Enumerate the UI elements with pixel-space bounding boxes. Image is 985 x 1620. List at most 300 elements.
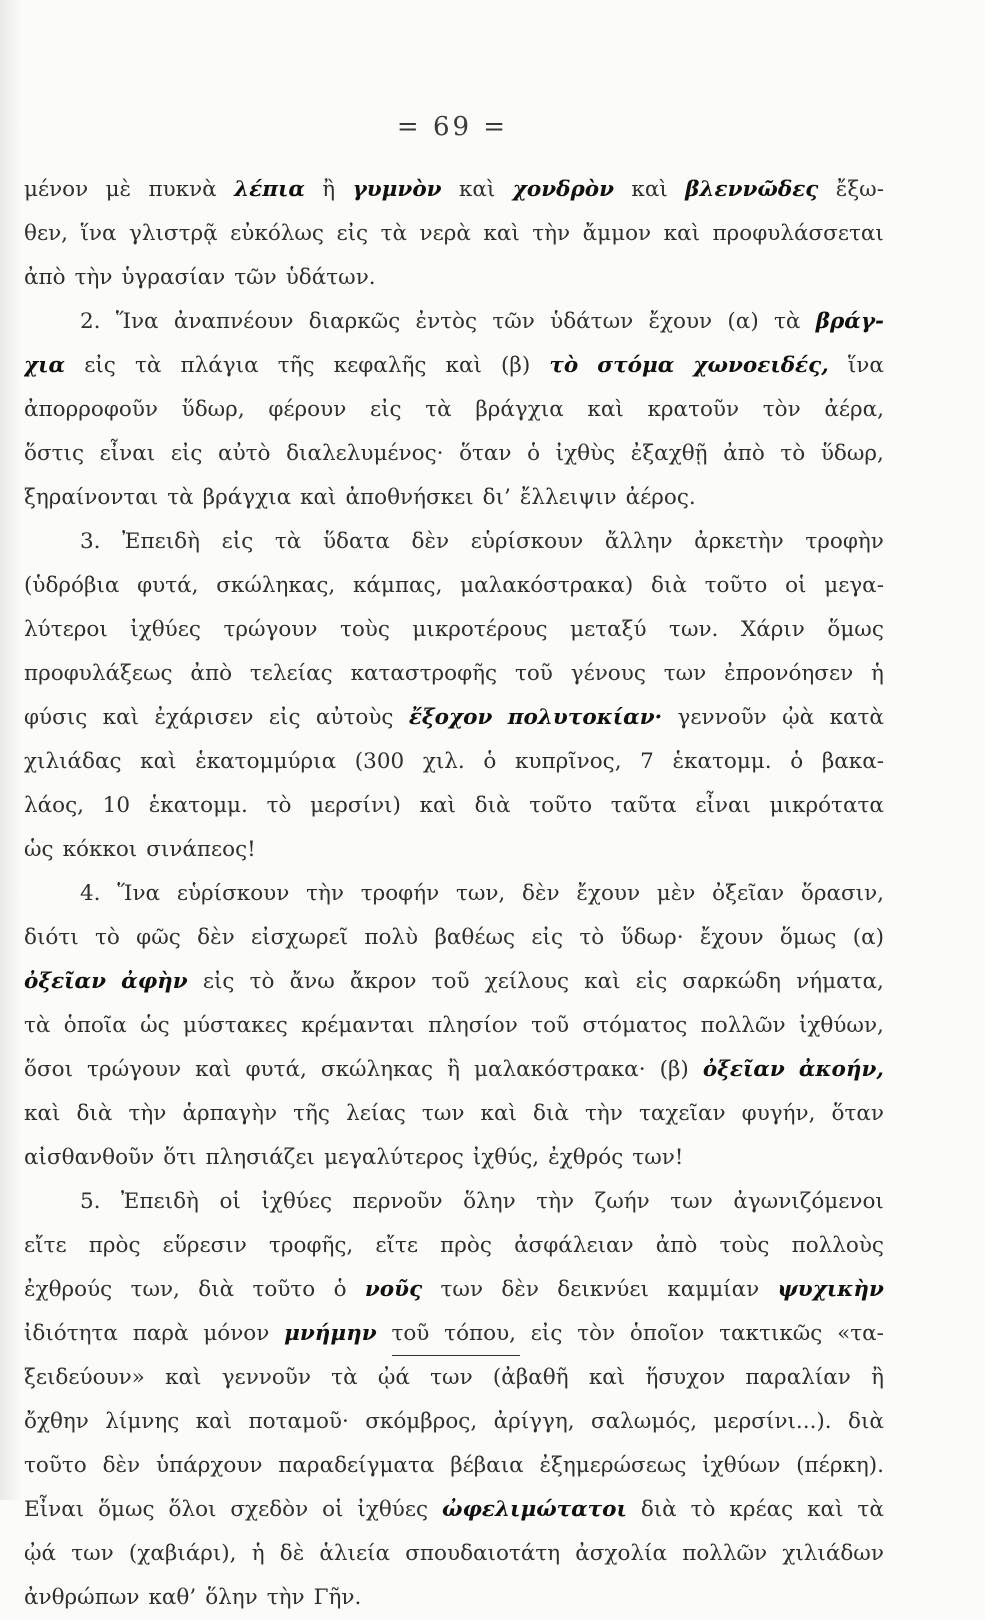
word: σκώληκας — [320, 1057, 434, 1082]
word: τροφῆς, — [268, 1233, 354, 1258]
word: ὅμως — [827, 617, 884, 642]
emphasized-term: ψυχικὴν — [777, 1277, 884, 1302]
word: ὅλοι — [168, 1497, 217, 1522]
word: διὰ — [640, 1497, 677, 1522]
word: ὕδωρ· — [620, 925, 684, 950]
emphasized-term: ἀφὴν — [121, 969, 188, 994]
word: ζωήν — [594, 1189, 650, 1214]
word: ἐχθρός — [548, 1145, 624, 1170]
word: ὑδάτων — [550, 309, 634, 334]
word: κόκκοι — [62, 837, 138, 862]
word: μεγα- — [824, 573, 884, 598]
text-line — [24, 1224, 884, 1268]
word: Ἐπειδὴ — [122, 529, 201, 554]
word: ἵνα — [80, 221, 117, 246]
word: ὅλην — [205, 1585, 258, 1610]
word: ἔχουν — [576, 881, 641, 906]
word: καὶ — [195, 1409, 233, 1434]
word: τῶν — [234, 265, 277, 290]
text-line — [24, 256, 884, 300]
word: ἀπὸ — [190, 661, 233, 686]
emphasized-term: χονδρὸν — [512, 177, 615, 202]
word: ἰχθύες — [261, 1189, 333, 1214]
word: (πέρκη). — [796, 1453, 884, 1478]
word: πλησίον — [428, 1013, 518, 1038]
word: ὡς — [140, 1013, 170, 1038]
word: διὰ — [198, 1277, 235, 1302]
word: ἁρπαγὴν — [182, 1101, 278, 1126]
word: ἐχάρισεν — [154, 705, 254, 730]
word: σκώληκας, — [216, 573, 336, 598]
word: ὡς — [24, 837, 54, 862]
word: εἰς — [221, 529, 254, 554]
word: βράγχια — [475, 397, 564, 422]
word: τὰ — [425, 397, 452, 422]
word: ὕδατα — [322, 529, 390, 554]
word: τοῦτο — [252, 1277, 316, 1302]
word: αὐτοὺς — [315, 705, 394, 730]
word: σπουδαιοτάτη — [405, 1541, 561, 1566]
word: (α) — [727, 309, 759, 334]
word: πρὸς — [88, 1233, 141, 1258]
word: εὐκόλως — [230, 221, 324, 246]
scan-shadow-edge — [0, 0, 22, 1500]
word: κυπρῖνος, — [514, 749, 622, 774]
word: τὴν — [536, 1189, 575, 1214]
emphasized-term: στόμα — [597, 353, 675, 378]
word: ὑδάτων. — [285, 265, 376, 290]
word: φυγήν, — [741, 1101, 816, 1126]
word: ἢ — [322, 177, 336, 202]
word: μερσίνι) — [310, 793, 401, 818]
word: ἰχθύες — [357, 1497, 429, 1522]
word: ἄκρον — [349, 969, 417, 994]
word: εὕρεσιν — [162, 1233, 247, 1258]
emphasized-term: χια — [24, 353, 66, 378]
word: (χαβιάρι), — [128, 1541, 237, 1566]
word: (ὑδρόβια — [24, 573, 120, 598]
word: τὰ — [167, 485, 194, 510]
word: εὑρίσκουν — [470, 529, 584, 554]
word: τοῦτο — [24, 1453, 87, 1478]
word: φυτά, — [137, 573, 199, 598]
word: μικροτέρους — [412, 617, 548, 642]
word: πλησιάζει — [205, 1145, 315, 1170]
word: δὲν — [197, 925, 235, 950]
word: παραλίαν — [745, 1365, 851, 1390]
word: πυκνὰ — [148, 177, 217, 202]
word: ὅμως — [98, 1497, 155, 1522]
word: χιλ. — [422, 749, 465, 774]
word: ἰχθύες — [130, 617, 201, 642]
word: εἰς — [369, 397, 402, 422]
word: εἴτε — [375, 1233, 419, 1258]
word: εἶναι — [695, 793, 751, 818]
word: ἄνω — [289, 969, 335, 994]
word: των. — [669, 617, 719, 642]
word: τῆς — [293, 1101, 330, 1126]
word: εἰσχωρεῖ — [251, 925, 349, 950]
word: ἐχθρούς — [24, 1277, 113, 1302]
text-line — [24, 564, 884, 608]
word: προφυλάσσεται — [712, 221, 884, 246]
word: (ἀβαθῆ — [492, 1365, 569, 1390]
word: μὲ — [105, 177, 132, 202]
word: βαθέως — [434, 925, 516, 950]
emphasized-term: πολυτοκίαν· — [507, 705, 663, 730]
word: ἀπὸ — [24, 265, 66, 290]
emphasized-term: γυμνὸν — [352, 177, 442, 202]
word: Ἐπειδὴ — [121, 1189, 199, 1214]
word: μεγαλύτερος — [323, 1145, 464, 1170]
text-line — [24, 432, 884, 476]
text-line — [24, 1488, 884, 1532]
word: μὲν — [656, 881, 696, 906]
word: μύστακες — [183, 1013, 288, 1038]
word: ὕδωρ, — [820, 441, 884, 466]
word: καὶ — [24, 1101, 61, 1126]
word: πλάγια — [180, 353, 259, 378]
word: ὀξεῖαν — [712, 881, 785, 906]
word: ἁλιεία — [319, 1541, 391, 1566]
word: δὲν — [102, 1453, 141, 1478]
word: 3. — [80, 529, 101, 554]
word: Ἵνα — [115, 309, 159, 334]
word: ὅρασιν, — [800, 881, 884, 906]
word: εἰς — [84, 353, 116, 378]
paragraph-start-line — [24, 300, 884, 344]
word: γεννοῦν — [221, 1365, 311, 1390]
word: τὸ — [94, 925, 120, 950]
word: στόματος — [582, 1013, 688, 1038]
word: ὅσοι — [24, 1057, 73, 1082]
word: καὶ — [445, 353, 482, 378]
word: τὴν — [74, 265, 113, 290]
text-line — [24, 212, 884, 256]
emphasized-term: λέπια — [234, 177, 305, 202]
emphasized-term: μνήμην — [284, 1321, 377, 1346]
word: μαλακόστρακα) — [460, 573, 634, 598]
word: περνοῦν — [352, 1189, 443, 1214]
word: ὅστις — [24, 441, 84, 466]
word: ὕδωρ, — [181, 397, 245, 422]
word: 10 — [102, 793, 131, 818]
word: (300 — [354, 749, 405, 774]
text-line — [24, 828, 884, 872]
word: τελείας — [249, 661, 333, 686]
word: καὶ — [587, 397, 624, 422]
word: ἀπὸ — [655, 1233, 698, 1258]
word: εἶναι — [99, 441, 156, 466]
text-line — [24, 168, 884, 212]
page-body-text — [24, 168, 884, 1620]
word: διὰ — [650, 573, 687, 598]
text-line — [24, 652, 884, 696]
word: λείας — [346, 1101, 406, 1126]
emphasized-term: χωνοειδές, — [693, 353, 829, 378]
word: τὴν — [266, 1585, 305, 1610]
word: τακτικῶς — [719, 1321, 823, 1346]
word: τὸ — [780, 441, 806, 466]
word: ἐξημερώσεως — [539, 1453, 687, 1478]
emphasized-term: ἀκοήν, — [798, 1057, 884, 1082]
word: εἰς — [268, 705, 301, 730]
word: ὅτι — [163, 1145, 197, 1170]
word: τὸ — [266, 793, 292, 818]
word: ὁ — [333, 1277, 347, 1302]
word: διὰ — [474, 793, 511, 818]
word: καὶ — [631, 177, 668, 202]
word: εἰς — [202, 969, 235, 994]
word: πολλοὺς — [791, 1233, 884, 1258]
word: ᾠά — [377, 1365, 410, 1390]
word: αἰσθανθοῦν — [24, 1145, 155, 1170]
word: τὰ — [134, 353, 162, 378]
word: καὶ — [584, 969, 621, 994]
word: σαλωμός, — [590, 1409, 698, 1434]
word: διαρκῶς — [308, 309, 401, 334]
word: ἰχθύς, — [472, 1145, 540, 1170]
word: καὶ — [807, 1497, 844, 1522]
word: φῶς — [136, 925, 181, 950]
word: ὅταν — [831, 1101, 884, 1126]
paragraph-start-line — [24, 520, 884, 564]
word: ἢ — [447, 1057, 460, 1082]
word: τρώγουν — [87, 1057, 182, 1082]
word: καὶ — [483, 221, 520, 246]
word: μικρότατα — [769, 793, 884, 818]
word: καθ’ — [148, 1585, 197, 1610]
word: γεννοῦν — [677, 705, 767, 730]
emphasized-term: ὀξεῖαν — [24, 969, 107, 994]
word: των, — [130, 1277, 180, 1302]
word: καὶ — [300, 485, 337, 510]
word: δὲ — [279, 1541, 305, 1566]
word: τὰ — [380, 221, 408, 246]
end-rule-divider — [392, 1355, 520, 1356]
word: τὰ — [331, 1365, 358, 1390]
word: χιλιάδας — [24, 749, 122, 774]
word: μεταξύ — [570, 617, 647, 642]
text-line — [24, 344, 884, 388]
word: 5. — [80, 1189, 101, 1214]
word: ὑπάρχουν — [155, 1453, 263, 1478]
word: τὰ — [24, 1013, 51, 1038]
text-line — [24, 1400, 884, 1444]
word: τρώγουν — [223, 617, 318, 642]
word: ποταμοῦ· — [248, 1409, 349, 1434]
word: ὅλην — [463, 1189, 516, 1214]
word: ἄλλην — [604, 529, 673, 554]
word: εἰς — [531, 925, 564, 950]
word: δεικνύει — [557, 1277, 649, 1302]
word: πρὸς — [440, 1233, 492, 1258]
word: ἔξω- — [835, 177, 884, 202]
word: τὴν — [306, 881, 344, 906]
word: ὑγρασίαν — [121, 265, 226, 290]
word: τὴν — [128, 1101, 167, 1126]
word: ὁ — [483, 749, 497, 774]
word: πολὺ — [364, 925, 419, 950]
text-line — [24, 696, 884, 740]
word: διὰ — [76, 1101, 113, 1126]
word: τοῦτο — [529, 793, 593, 818]
word: ἑκατομμύρια — [195, 749, 337, 774]
word: τοῦ — [514, 661, 553, 686]
emphasized-term: βλεννῶδες — [685, 177, 819, 202]
text-line — [24, 1312, 884, 1356]
word: διαλελυμένος· — [286, 441, 444, 466]
word: ταῦτα — [610, 793, 677, 818]
word: κρατοῦν — [647, 397, 740, 422]
word: καμμίαν — [667, 1277, 760, 1302]
emphasized-term: ὠφελιμώτατοι — [441, 1497, 627, 1522]
word: 7 — [640, 749, 654, 774]
word: κρέας — [729, 1497, 794, 1522]
word: κεφαλῆς — [333, 353, 427, 378]
word: καὶ — [588, 1365, 626, 1390]
word: ἐντὸς — [415, 309, 478, 334]
word: εὑρίσκουν — [176, 881, 290, 906]
word: δὲν — [522, 881, 560, 906]
word: των — [670, 1189, 713, 1214]
word: ἀέρα, — [824, 397, 884, 422]
word: ὁ — [790, 749, 804, 774]
paragraph-start-line — [24, 1180, 884, 1224]
word: ᾠά — [24, 1541, 57, 1566]
text-line — [24, 1444, 884, 1488]
word: αὐτὸ — [218, 441, 271, 466]
word: των! — [632, 1145, 684, 1170]
word: καὶ — [140, 749, 177, 774]
word: ἀνθρώπων — [24, 1585, 140, 1610]
word: τοῦτο — [704, 573, 768, 598]
word: τοῦ — [391, 1321, 430, 1346]
word: τὸ — [579, 925, 605, 950]
word: κρέμανται — [301, 1013, 415, 1038]
word: τοὺς — [719, 1233, 770, 1258]
word: οἱ — [785, 573, 807, 598]
word: σχεδὸν — [230, 1497, 309, 1522]
emphasized-term: τὸ — [549, 353, 579, 378]
word: τὸν — [577, 1321, 616, 1346]
word: ἥσυχον — [645, 1365, 726, 1390]
emphasized-term: ὀξεῖαν — [702, 1057, 785, 1082]
word: φυτά, — [245, 1057, 307, 1082]
word: ἄμμον — [582, 221, 652, 246]
text-line — [24, 1136, 884, 1180]
word: χείλους — [484, 969, 569, 994]
word: ἐπρονόησεν — [724, 661, 854, 686]
word: τροφὴν — [805, 529, 884, 554]
word: διὰ — [848, 1409, 884, 1434]
text-line — [24, 784, 884, 828]
text-line — [24, 916, 884, 960]
word: των — [663, 661, 707, 686]
word: 2. — [80, 309, 101, 334]
word: βακα- — [821, 749, 884, 774]
word: τοὺς — [339, 617, 390, 642]
word: καὶ — [663, 221, 701, 246]
word: (α) — [852, 925, 884, 950]
word: τὰ — [774, 309, 801, 334]
text-line — [24, 608, 884, 652]
word: ἰχθύων — [702, 1453, 781, 1478]
word: ὅμως — [779, 925, 837, 950]
word: των — [71, 1541, 114, 1566]
text-line — [24, 1268, 884, 1312]
word: ἢ — [871, 1365, 884, 1390]
word: ἡ — [251, 1541, 265, 1566]
word: των — [440, 1277, 484, 1302]
word: σκόμβρος, — [365, 1409, 478, 1434]
word: ἔχουν — [648, 309, 713, 334]
word: (β) — [659, 1057, 689, 1082]
word: τὸ — [249, 969, 275, 994]
word: ἀέρος. — [625, 485, 696, 510]
word: θεν, — [24, 221, 68, 246]
word: κάμπας, — [352, 573, 443, 598]
word: ἵνα — [847, 353, 884, 378]
word: τὸν — [762, 397, 801, 422]
word: ἰχθὺς — [555, 441, 616, 466]
word: Χάριν — [740, 617, 805, 642]
word: μαλακόστρακα· — [474, 1057, 646, 1082]
word: ἑκατομμ. — [672, 749, 772, 774]
text-line — [24, 1092, 884, 1136]
word: νερὰ — [419, 221, 471, 246]
text-line — [24, 388, 884, 432]
word: λύτεροι — [24, 617, 108, 642]
word: πολλῶν — [700, 1013, 786, 1038]
word: των, — [455, 881, 506, 906]
word: τῶν — [492, 309, 535, 334]
word: ἡ — [871, 661, 884, 686]
word: (β) — [501, 353, 531, 378]
word: τὰ — [274, 529, 302, 554]
word: καταστροφῆς — [350, 661, 498, 686]
text-line — [24, 1576, 884, 1620]
word: καὶ — [458, 177, 496, 202]
word: δὲν — [411, 529, 450, 554]
word: μερσίνι...). — [713, 1409, 832, 1434]
word: γένους — [570, 661, 646, 686]
page-number: = 69 = — [396, 112, 509, 142]
word: τοῦ — [531, 1013, 570, 1038]
word: φέρουν — [268, 397, 347, 422]
word: ὄχθην — [24, 1409, 89, 1434]
word: ξηραίνονται — [24, 485, 159, 510]
word: Γῆν. — [313, 1585, 362, 1610]
word: εἰς — [635, 969, 668, 994]
word: καὶ — [195, 1057, 232, 1082]
word: των — [430, 1365, 473, 1390]
emphasized-term: νοῦς — [364, 1277, 423, 1302]
word: ἔχουν — [699, 925, 764, 950]
word: προφυλάξεως — [24, 661, 173, 686]
word: οἱ — [219, 1189, 241, 1214]
word: ξειδεύουν» — [24, 1365, 145, 1390]
word: δὲν — [501, 1277, 539, 1302]
text-line — [24, 1532, 884, 1576]
word: νήματα, — [796, 969, 884, 994]
word: βέβαια — [450, 1453, 524, 1478]
word: «τα- — [837, 1321, 884, 1346]
word: ὁποῖον — [629, 1321, 705, 1346]
word: λάος, — [24, 793, 84, 818]
word: μένον — [24, 177, 89, 202]
text-line — [24, 1356, 884, 1400]
